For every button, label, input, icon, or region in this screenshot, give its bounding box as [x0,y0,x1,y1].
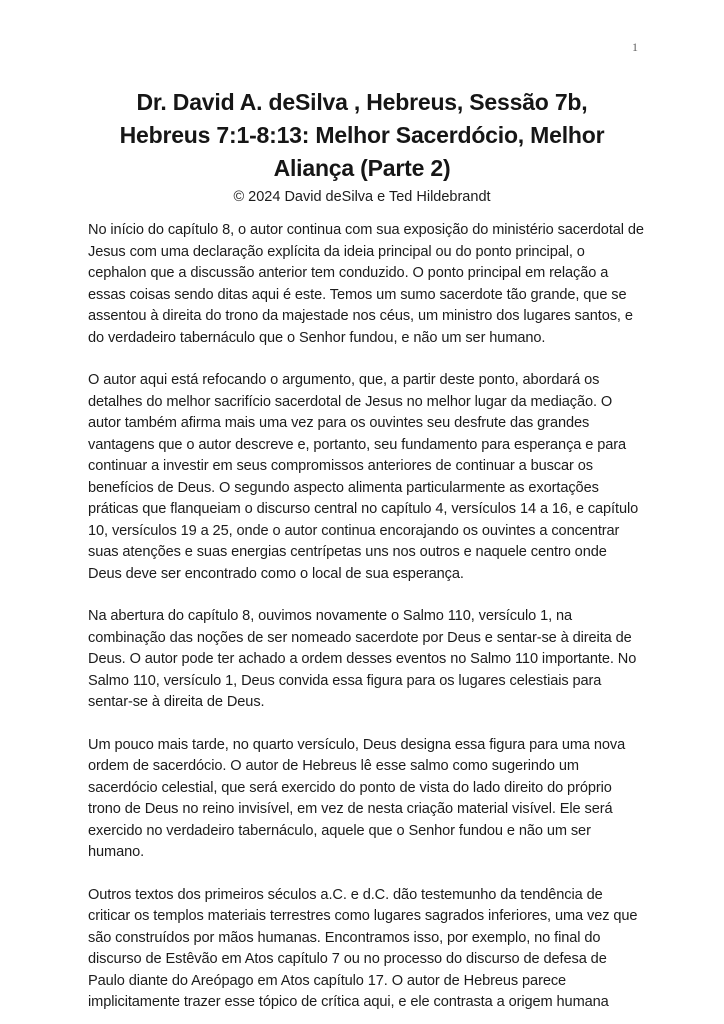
document-title-line-3: Aliança (Parte 2) [273,155,451,181]
copyright-line: © 2024 David deSilva e Ted Hildebrandt [233,189,491,205]
paragraph-4: Um pouco mais tarde, no quarto versículo, Deus designa essa figura para uma nova ordem de sacerdócio. O autor de Hebreus lê esse salmo como sugerindo um sacerdócio celestial, que será exercido do ponto de vista do lado direito do próprio trono de Deus no reino invisível, em vez de nesta criação material visível. Ele será exercido no verdadeiro tabernáculo, aquele que o Senhor fundou e não um ser humano. [88,736,626,860]
paragraph-5: Outros textos dos primeiros séculos a.C. e d.C. dão testemunho da tendência de criticar os templos materiais terrestres como lugares sagrados inferiores, uma vez que são construídos por mãos humanas. Encontramos isso, por exemplo, no final do discurso de Estêvão em Atos capítulo 7 ou no processo do discurso de defesa de Paulo diante do Areópago em Atos capítulo 17. O autor de Hebreus parece implicitamente trazer esse tópico de crítica aqui, e ele contrasta a origem humana [88,886,638,1010]
paragraph-3: Na abertura do capítulo 8, ouvimos novamente o Salmo 110, versículo 1, na combinação das noções de ser nomeado sacerdote por Deus e sentar-se à direita de Deus. O autor pode ter achado a ordem desses eventos no Salmo 110 importante. No Salmo 110, versículo 1, Deus convida essa figura para os lugares celestiais para sentar-se à direita de Deus. [88,608,637,710]
paragraph-1: No início do capítulo 8, o autor continua com sua exposição do ministério sacerdotal de Jesus com uma declaração explícita da ideia principal ou do ponto principal, o cephalon que a discussão anterior tem conduzido. O ponto principal em relação a essas coisas sendo ditas aqui é este. Temos um sumo sacerdote tão grande, que se assentou à direita do trono da majestade nos céus, um ministro dos lugares santos, e do verdadeiro tabernáculo que o Senhor fundou, e não um ser humano. [88,222,644,346]
paragraph-2: O autor aqui está refocando o argumento, que, a partir deste ponto, abordará os detalhes do melhor sacrifício sacerdotal de Jesus no melhor lugar da mediação. O autor também afirma mais uma vez para os ouvintes seu desfrute das grandes vantagens que o autor descreve e, portanto, seu fundamento para esperança e para continuar a investir em seus compromissos anteriores de continuar a buscar os benefícios de Deus. O segundo aspecto alimenta particularmente as exortações práticas que flanqueiam o discurso central no capítulo 4, versículos 14 a 16, e capítulo 10, versículos 19 a 25, onde o autor continua encorajando os ouvintes a concentrar suas atenções e suas energias centrípetas uns nos outros e naquele centro onde Deus deve ser encontrado como o local de sua esperança. [88,372,639,582]
title-block [50,86,674,207]
page-number: 1 [632,40,638,54]
document-title-line-1: Dr. David A. deSilva , Hebreus, Sessão 7b, [136,89,588,115]
document-body [88,220,644,1024]
document-title-line-2: Hebreus 7:1-8:13: Melhor Sacerdócio, Melhor [119,122,605,148]
